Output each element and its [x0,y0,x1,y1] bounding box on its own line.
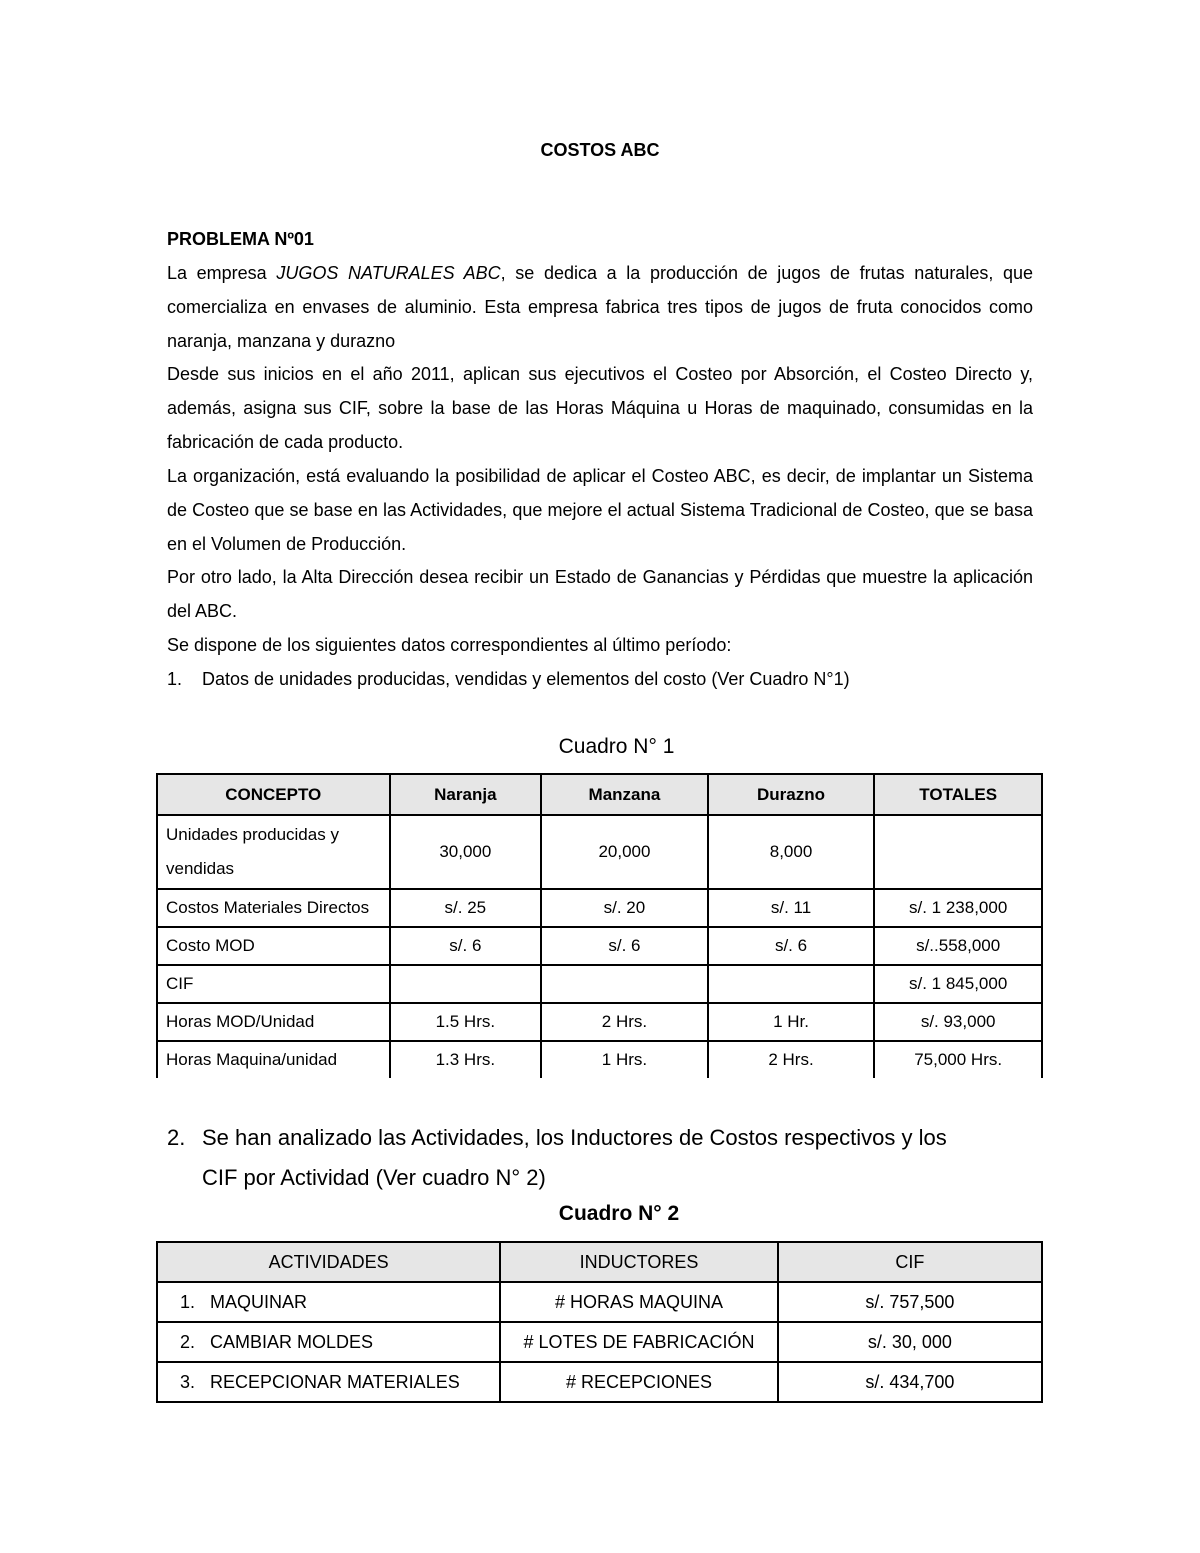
list-item-2 [167,1118,1033,1198]
cell-naranja: 1.5 Hrs. [390,1003,542,1041]
cell-concept: CIF [157,965,390,1003]
header-manzana: Manzana [541,774,708,815]
cell-inductor: # HORAS MAQUINA [500,1282,777,1322]
cell-durazno [708,965,875,1003]
cuadro-2-caption: Cuadro N° 2 [558,1202,680,1225]
table-row [157,815,1042,889]
cell-manzana [541,965,708,1003]
cell-totales: s/. 93,000 [874,1003,1042,1041]
table-row [157,965,1042,1003]
table-row [157,1041,1042,1078]
list-item-number: 1. [167,669,183,689]
activity-name: RECEPCIONAR MATERIALES [210,1371,460,1392]
cell-actividad [157,1282,500,1322]
cell-cif: s/. 434,700 [778,1362,1042,1402]
table-row [157,1282,1042,1322]
cell-totales: 75,000 Hrs. [874,1041,1042,1078]
table-header-row [157,1242,1042,1282]
intro-text-start: La empresa [167,263,277,283]
header-concepto: CONCEPTO [157,774,390,815]
cell-manzana: s/. 20 [541,889,708,927]
cuadro-2-table [156,1241,1043,1403]
header-cif: CIF [778,1242,1042,1282]
cell-totales [874,815,1042,889]
intro-text-end: , se dedica a la producción de jugos de frutas naturales, que comercializa en envases de aluminio. Esta empresa fabrica tres tipos de jugos de fruta conocidos como naranja, manzana y durazno [167,263,1033,351]
cell-concept: Costos Materiales Directos [157,889,390,927]
cell-concept: Unidades producidas y vendidas [157,815,390,889]
table-header-row [157,774,1042,815]
paragraph-intro [167,256,1033,358]
activity-name: MAQUINAR [210,1291,308,1312]
activity-number: 3. [180,1371,196,1392]
cell-cif: s/. 30, 000 [778,1322,1042,1362]
cell-actividad [157,1362,500,1402]
cell-actividad [157,1322,500,1362]
activity-name: CAMBIAR MOLDES [210,1331,374,1352]
table-row [157,1003,1042,1041]
cell-durazno: 1 Hr. [708,1003,875,1041]
paragraph-data-intro: Se dispone de los siguientes datos correspondientes al último período: [167,635,732,655]
cell-naranja: s/. 25 [390,889,542,927]
table-row [157,927,1042,965]
header-totales: TOTALES [874,774,1042,815]
list-item-2-line-1 [167,1118,1033,1158]
header-actividades: ACTIVIDADES [157,1242,500,1282]
cell-manzana: 20,000 [541,815,708,889]
company-name: JUGOS NATURALES ABC [276,263,501,283]
cell-manzana: 1 Hrs. [541,1041,708,1078]
cell-naranja: s/. 6 [390,927,542,965]
cell-durazno: s/. 6 [708,927,875,965]
problem-heading: PROBLEMA Nº01 [167,229,314,249]
header-inductores: INDUCTORES [500,1242,777,1282]
cell-totales: s/..558,000 [874,927,1042,965]
cell-naranja: 1.3 Hrs. [390,1041,542,1078]
cell-concept: Costo MOD [157,927,390,965]
header-durazno: Durazno [708,774,875,815]
cell-manzana: s/. 6 [541,927,708,965]
paragraph-management: Por otro lado, la Alta Dirección desea recibir un Estado de Ganancias y Pérdidas que muestre la aplicación del ABC. [167,567,1033,621]
cell-totales: s/. 1 238,000 [874,889,1042,927]
cell-durazno: 8,000 [708,815,875,889]
list-item-number: 2. [167,1125,186,1150]
paragraph-history: Desde sus inicios en el año 2011, aplican sus ejecutivos el Costeo por Absorción, el Costeo Directo y, además, asigna sus CIF, sobre la base de las Horas Máquina u Horas de maquinado, consumidas en la fabricación de cada producto. [167,364,1033,452]
cell-inductor: # RECEPCIONES [500,1362,777,1402]
cell-concept: Horas Maquina/unidad [157,1041,390,1078]
paragraph-evaluation: La organización, está evaluando la posibilidad de aplicar el Costeo ABC, es decir, de implantar un Sistema de Costeo que se base en las Actividades, que mejore el actual Sistema Tradicional de Costeo, que se basa en el Volumen de Producción. [167,466,1033,554]
cuadro-1-table [156,773,1043,1078]
list-item-text: Datos de unidades producidas, vendidas y elementos del costo (Ver Cuadro N°1) [202,669,850,689]
cell-durazno: s/. 11 [708,889,875,927]
list-item-text: Se han analizado las Actividades, los Inductores de Costos respectivos y los [202,1125,947,1150]
cell-cif: s/. 757,500 [778,1282,1042,1322]
table-row [157,1322,1042,1362]
header-naranja: Naranja [390,774,542,815]
cell-durazno: 2 Hrs. [708,1041,875,1078]
table-row [157,889,1042,927]
activity-number: 1. [180,1291,196,1312]
document-title: COSTOS ABC [540,140,660,160]
activity-number: 2. [180,1331,196,1352]
list-item-2-line-2: CIF por Actividad (Ver cuadro N° 2) [202,1165,546,1190]
cell-naranja: 30,000 [390,815,542,889]
cell-inductor: # LOTES DE FABRICACIÓN [500,1322,777,1362]
list-item-1 [167,662,1033,696]
cell-naranja [390,965,542,1003]
cuadro-1-caption: Cuadro N° 1 [558,735,675,758]
cell-concept: Horas MOD/Unidad [157,1003,390,1041]
cell-totales: s/. 1 845,000 [874,965,1042,1003]
cell-manzana: 2 Hrs. [541,1003,708,1041]
table-row [157,1362,1042,1402]
